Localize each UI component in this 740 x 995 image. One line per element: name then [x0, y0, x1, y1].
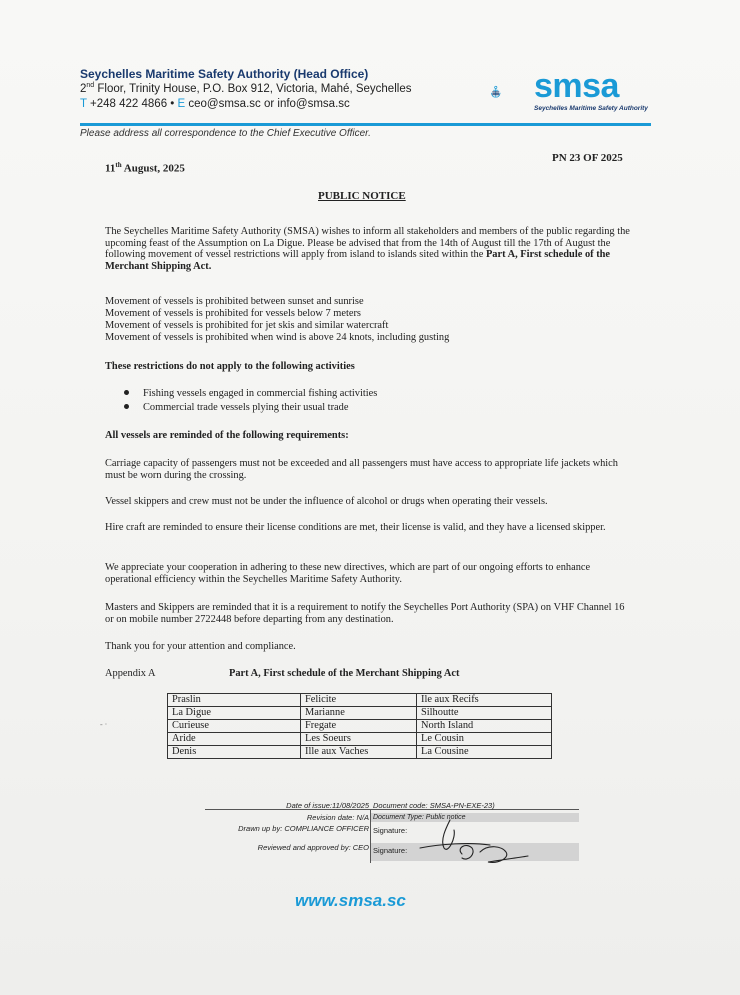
address-ordinal: nd: [86, 82, 95, 89]
table-cell: Ille aux Vaches: [301, 746, 417, 759]
address-text: Floor, Trinity House, P.O. Box 912, Victoria, Mahé, Seychelles: [94, 82, 412, 95]
table-cell: Marianne: [301, 707, 417, 720]
website-link[interactable]: www.smsa.sc: [295, 891, 406, 910]
scan-mark: - ·: [100, 720, 108, 729]
intro-paragraph: [105, 226, 630, 272]
requirement-paragraph: Carriage capacity of passengers must not be exceeded and all passengers must have access to appropriate life jackets which must be worn during the crossing.: [105, 458, 618, 481]
correspondence-note: Please address all correspondence to the Chief Executive Officer.: [80, 128, 371, 139]
date-ordinal: th: [115, 161, 122, 169]
table-cell: Ile aux Recifs: [417, 694, 552, 707]
table-cell: Les Soeurs: [301, 733, 417, 746]
notice-reference: PN 23 OF 2025: [552, 152, 623, 164]
thanks-line: Thank you for your attention and compliance.: [105, 641, 296, 652]
bullet-icon: [124, 390, 129, 395]
signature-scribble: [410, 818, 530, 866]
requirement-paragraph: Hire craft are reminded to ensure their license conditions are met, their license is valid, and they have a licensed skipper.: [105, 522, 606, 533]
restriction-item: Movement of vessels is prohibited between sunset and sunrise: [105, 296, 364, 307]
table-cell: Praslin: [168, 694, 301, 707]
table-cell: Fregate: [301, 720, 417, 733]
table-cell: North Island: [417, 720, 552, 733]
document-type: Document Type: Public notice: [373, 814, 466, 821]
email-prefix: E: [177, 98, 186, 110]
restriction-item: Movement of vessels is prohibited for vessels below 7 meters: [105, 308, 361, 319]
table-row: [168, 720, 552, 733]
exceptions-heading: These restrictions do not apply to the following activities: [105, 361, 355, 372]
notice-date: [105, 161, 185, 175]
table-row: [168, 694, 552, 707]
reviewed-by: Reviewed and approved by: CEO: [257, 843, 369, 852]
islands-table: [167, 693, 552, 759]
closing-paragraph: Masters and Skippers are reminded that it is a requirement to notify the Seychelles Port Authority (SPA) on VHF Channel 16 or on mobile number 2722448 before departing from any destination.: [105, 602, 625, 625]
requirement-paragraph: Vessel skippers and crew must not be under the influence of alcohol or drugs when operating their vessels.: [105, 496, 548, 507]
closing-paragraph: We appreciate your cooperation in adhering to these new directives, which are part of our ongoing efforts to enhance operational efficiency within the Seychelles Maritime Safety Authority.: [105, 562, 591, 585]
date-day: 11: [105, 162, 116, 175]
exception-item: [124, 402, 348, 414]
date-month-year: August, 2025: [121, 162, 185, 175]
requirements-heading: All vessels are reminded of the following requirements:: [105, 430, 349, 441]
exception-text: Commercial trade vessels plying their usual trade: [143, 402, 349, 413]
restriction-item: Movement of vessels is prohibited for jet skis and similar watercraft: [105, 320, 389, 331]
phone-prefix: T: [80, 98, 87, 110]
document-code: Document code: SMSA-PN-EXE-23): [373, 801, 495, 810]
drawn-up-by: Drawn up by: COMPLIANCE OFFICER: [238, 824, 369, 833]
exception-text: Fishing vessels engaged in commercial fishing activities: [143, 388, 378, 399]
table-cell: Le Cousin: [417, 733, 552, 746]
organization-contact: [80, 98, 350, 110]
table-cell: La Digue: [168, 707, 301, 720]
restriction-item: Movement of vessels is prohibited when wind is above 24 knots, including gusting: [105, 332, 450, 343]
table-row: [168, 707, 552, 720]
contact-separator: •: [167, 98, 178, 110]
table-cell: Aride: [168, 733, 301, 746]
phone-number: +248 422 4866: [86, 98, 168, 110]
table-cell: Silhoutte: [417, 707, 552, 720]
organization-address: [80, 82, 411, 95]
address-number: 2: [80, 82, 87, 95]
signature-label-1: Signature:: [373, 826, 408, 835]
organization-name: Seychelles Maritime Safety Authority (Head Office): [80, 67, 369, 81]
logo-wordmark: smsa: [534, 67, 619, 105]
table-cell: La Cousine: [417, 746, 552, 759]
table-cell: Felicite: [301, 694, 417, 707]
table-row: [168, 746, 552, 759]
appendix-label: Appendix A: [105, 668, 156, 679]
notice-title: PUBLIC NOTICE: [318, 190, 406, 202]
table-row: [168, 733, 552, 746]
intro-bold-text: Part A, First schedule of the Merchant Shipping Act.: [105, 249, 611, 272]
header-divider: [80, 123, 651, 126]
exception-item: [124, 388, 377, 400]
revision-date: Revision date: N/A: [306, 813, 369, 822]
appendix-title: Part A, First schedule of the Merchant Shipping Act: [229, 668, 460, 679]
date-of-issue: Date of issue:11/08/2025: [286, 801, 369, 810]
intro-text: The Seychelles Maritime Safety Authority (SMSA) wishes to inform all stakeholders and members of the public regarding the upcoming feast of the Assumption on La Digue. Please be advised that from the 14th of August till the 17th of August the following movement of vessel restrictions will apply from island to islands sited within the: [105, 226, 630, 260]
anchor-icon: [490, 68, 536, 116]
signature-label-2: Signature:: [373, 846, 408, 855]
table-cell: Curieuse: [168, 720, 301, 733]
table-cell: Denis: [168, 746, 301, 759]
control-column-divider: [370, 809, 371, 863]
logo-subtitle: Seychelles Maritime Safety Authority: [534, 105, 648, 112]
email-addresses: ceo@smsa.sc or info@smsa.sc: [185, 98, 350, 110]
bullet-icon: [124, 404, 129, 409]
